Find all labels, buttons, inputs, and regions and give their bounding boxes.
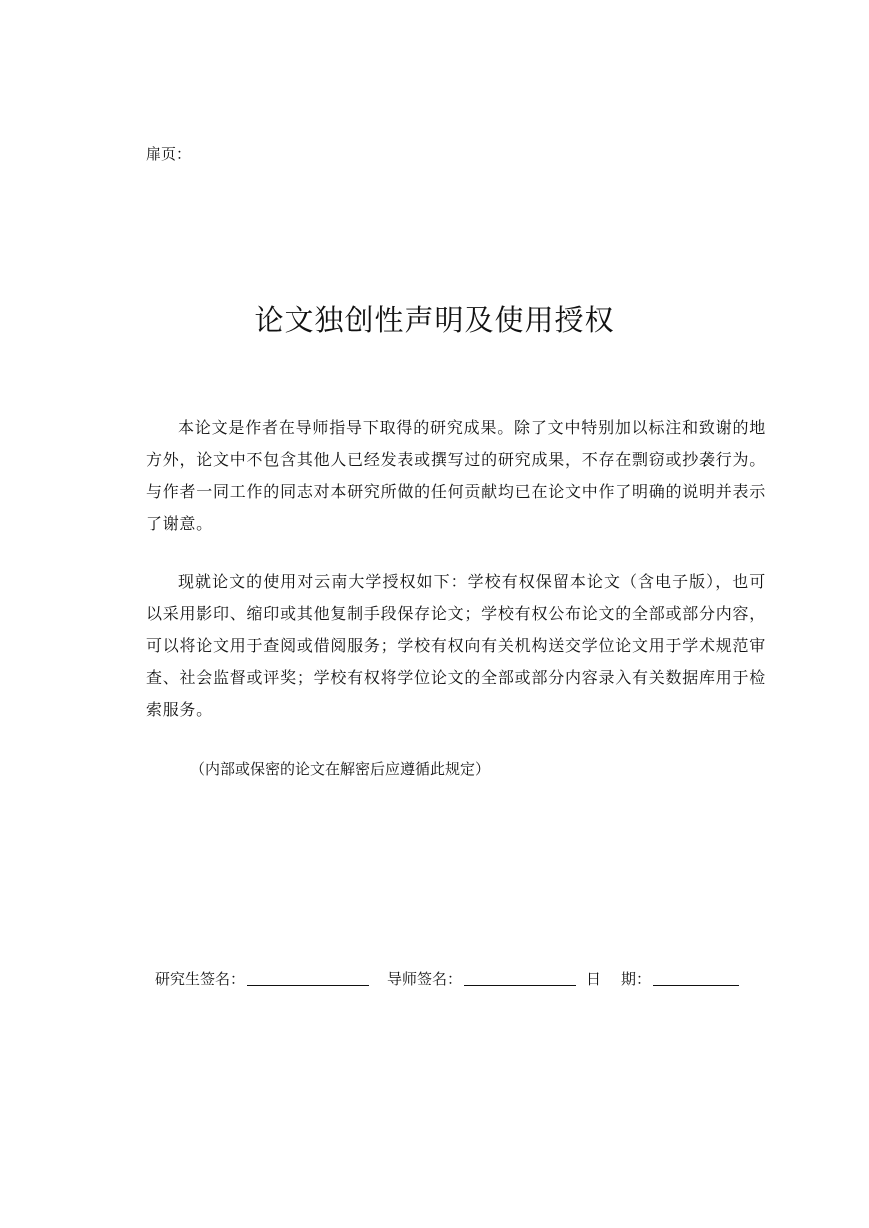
page-title: 论文独创性声明及使用授权 (254, 303, 615, 337)
date-label-second: 期： (621, 970, 652, 988)
student-signature-label: 研究生签名： (155, 970, 246, 988)
date-label-first: 日 (586, 970, 602, 988)
date-line[interactable] (653, 985, 739, 986)
student-signature-line[interactable] (247, 985, 369, 986)
authorization-paragraph: 现就论文的使用对云南大学授权如下：学校有权保留本论文（含电子版），也可以采用影印、缩印或其他复制手段保存论文；学校有权公布论文的全部或部分内容，可以将论文用于查阅或借阅服务；学校有权向有关机构送交学位论文用于学术规范审查、社会监督或评奖；学校有权将学位论文的全部或部分内容录入有关数据库用于检索服务。 (146, 572, 766, 719)
signature-row (155, 966, 739, 990)
confidentiality-note: （内部或保密的论文在解密后应遵循此规定） (190, 760, 491, 778)
originality-paragraph: 本论文是作者在导师指导下取得的研究成果。除了文中特别加以标注和致谢的地方外，论文中不包含其他人已经发表或撰写过的研究成果，不存在剽窃或抄袭行为。与作者一同工作的同志对本研究所做的任何贡献均已在论文中作了明确的说明并表示了谢意。 (146, 418, 766, 533)
advisor-signature-label: 导师签名： (387, 970, 463, 988)
advisor-signature-line[interactable] (464, 985, 576, 986)
header-label: 扉页： (146, 145, 192, 163)
